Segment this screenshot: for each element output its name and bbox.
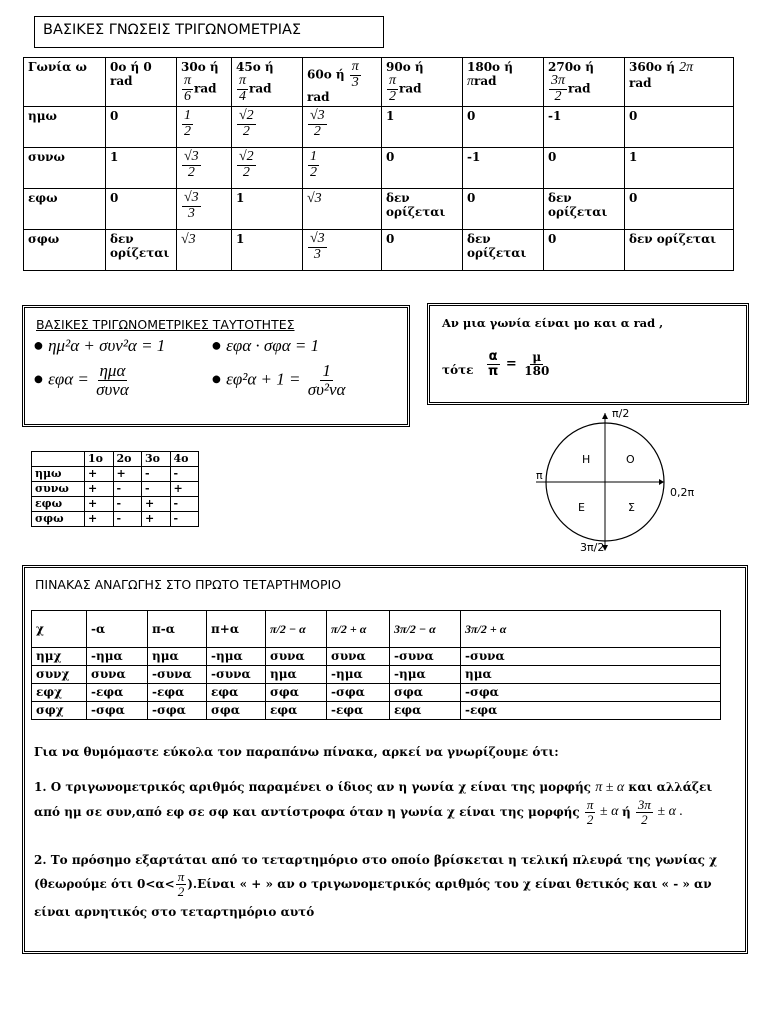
value-cell: $\frac{√2}{2}$ — [232, 107, 303, 148]
value-cell: √3 — [303, 189, 382, 230]
rule-2-line-3: είναι αρνητικός στο τεταρτημόριο αυτό — [34, 905, 315, 919]
reduction-cell: -συνα — [390, 648, 461, 666]
sign-cell: + — [85, 467, 114, 482]
value-cell: -1 — [463, 148, 544, 189]
sign-cell: - — [142, 482, 171, 497]
sign-cell: - — [142, 467, 171, 482]
row-label: σφχ — [32, 702, 87, 720]
page-title: ΒΑΣΙΚΕΣ ΓΝΩΣΕΙΣ ΤΡΙΓΩΝΟΜΕΤΡΙΑΣ — [43, 22, 302, 38]
rule-1-line-2: από ημ σε συν,από εφ σε σφ και αντίστροφα όταν η γωνία χ είναι της μορφής $\frac{\pi}{2}$ ± α ή $\frac{3\pi}{2}$ ± α . — [34, 797, 683, 827]
value-cell: 0 — [625, 189, 734, 230]
sign-row — [32, 497, 199, 512]
row-label: σφω — [32, 512, 85, 527]
reduction-cell: -συνα — [148, 666, 207, 684]
reduction-cell: -σφα — [461, 684, 721, 702]
value-cell: $\frac{1}{2}$ — [177, 107, 232, 148]
value-cell: 0 — [106, 107, 177, 148]
reduction-cell: συνα — [266, 648, 327, 666]
table-row — [24, 107, 734, 148]
sign-cell: - — [170, 512, 199, 527]
angle-header: 270ο ή $\frac{3\pi}{2}$ rad — [544, 58, 625, 107]
value-cell: 1 — [382, 107, 463, 148]
header-x: χ — [32, 611, 87, 648]
label-top: π/2 — [612, 407, 630, 420]
reduction-cell: συνα — [327, 648, 390, 666]
value-cell: 0 — [382, 230, 463, 271]
value-cell: 0 — [106, 189, 177, 230]
conversion-box — [427, 303, 749, 405]
quadrant-header: 2ο — [113, 452, 142, 467]
reduction-cell: -σφα — [327, 684, 390, 702]
value-cell: $\frac{√2}{2}$ — [232, 148, 303, 189]
value-cell: 0 — [544, 230, 625, 271]
identity-1: ● ημ²α + συν²α = 1 — [33, 335, 166, 355]
sign-cell: - — [113, 512, 142, 527]
header-pi2-minus-a: π/2 − α — [266, 611, 327, 648]
row-label: σφω — [24, 230, 106, 271]
reduction-cell: -σφα — [87, 702, 148, 720]
label-left: π — [536, 469, 543, 482]
sign-cell: + — [142, 512, 171, 527]
sign-cell: - — [113, 497, 142, 512]
value-cell: 1 — [106, 148, 177, 189]
rule-1-line-1: 1. Ο τριγωνομετρικός αριθμός παραμένει ο ίδιος αν η γωνία χ είναι της μορφής π ± α και αλλάζει — [34, 780, 713, 795]
reduction-cell: ημα — [148, 648, 207, 666]
angle-header: 45ο ή $\frac{\pi}{4}$ rad — [232, 58, 303, 107]
value-cell: $\frac{√3}{2}$ — [303, 107, 382, 148]
row-label: εφω — [24, 189, 106, 230]
value-cell: 0 — [544, 148, 625, 189]
value-cell: 0 — [463, 189, 544, 230]
quadrant-3-letter: Ε — [578, 501, 585, 514]
reduction-cell: ημα — [266, 666, 327, 684]
sign-cell: + — [85, 482, 114, 497]
row-label: συνω — [32, 482, 85, 497]
reduction-cell: -εφα — [148, 684, 207, 702]
reduction-header-row — [32, 611, 721, 648]
trig-values-table — [23, 57, 734, 271]
table-row — [24, 189, 734, 230]
reduction-cell: -ημα — [390, 666, 461, 684]
reduction-table — [31, 610, 721, 720]
angle-header: 180ο ή πrad — [463, 58, 544, 107]
value-cell: 0 — [382, 148, 463, 189]
reduction-cell: -ημα — [327, 666, 390, 684]
sign-cell: + — [85, 512, 114, 527]
unit-circle-diagram — [528, 405, 708, 555]
sign-header-row — [32, 452, 199, 467]
table-header-row — [24, 58, 734, 107]
angle-header: 30ο ή $\frac{\pi}{6}$ rad — [177, 58, 232, 107]
sign-cell: - — [113, 482, 142, 497]
value-cell: 0 — [463, 107, 544, 148]
value-cell: δεν ορίζεται — [625, 230, 734, 271]
header-pi-minus-a: π-α — [148, 611, 207, 648]
table-row — [24, 148, 734, 189]
value-cell: $\frac{1}{2}$ — [303, 148, 382, 189]
corner-cell — [32, 452, 85, 467]
value-cell: -1 — [544, 107, 625, 148]
identity-3: ● εφα = $\frac{\text{ημα}}{\text{συνα}}$ — [33, 361, 129, 399]
reduction-cell: εφα — [390, 702, 461, 720]
value-cell: δεν ορίζεται — [106, 230, 177, 271]
reduction-row — [32, 648, 721, 666]
value-cell: δεν ορίζεται — [382, 189, 463, 230]
sign-cell: - — [170, 497, 199, 512]
y-axis-arrow — [602, 413, 608, 419]
sign-cell: + — [142, 497, 171, 512]
value-cell: $\frac{√3}{2}$ — [177, 148, 232, 189]
row-label: συνχ — [32, 666, 87, 684]
page-title-box — [34, 16, 384, 48]
reduction-cell: -εφα — [327, 702, 390, 720]
sign-cell: + — [85, 497, 114, 512]
angle-header: 90ο ή $\frac{\pi}{2}$ rad — [382, 58, 463, 107]
corner-cell: Γωνία ω — [24, 58, 106, 107]
reduction-row — [32, 702, 721, 720]
row-label: ημω — [24, 107, 106, 148]
reduction-cell: εφα — [207, 684, 266, 702]
sign-row — [32, 512, 199, 527]
rule-2-line-2: (θεωρούμε ότι 0<α< $\frac{\pi}{2}$ ).Είναι « + » αν ο τριγωνομετρικός αριθμός του χ είναι θετικός και « - » αν — [34, 869, 712, 899]
quadrant-1-letter: Ο — [626, 453, 635, 466]
conversion-formula: $\frac{\alpha}{\pi}$ = $\frac{\mu}{180}$ — [488, 349, 550, 379]
reduction-cell: -ημα — [207, 648, 266, 666]
sign-table — [31, 451, 199, 527]
header-neg-a: -α — [87, 611, 148, 648]
sign-row — [32, 467, 199, 482]
angle-header: 360ο ή 2π rad — [625, 58, 734, 107]
quadrant-2-letter: Η — [582, 453, 591, 466]
reduction-cell: -σφα — [148, 702, 207, 720]
quadrant-4-letter: Σ — [628, 501, 635, 514]
value-cell: $\frac{√3}{3}$ — [303, 230, 382, 271]
table-row — [24, 230, 734, 271]
sign-row — [32, 482, 199, 497]
reduction-cell: -συνα — [461, 648, 721, 666]
angle-header: 0ο ή 0 rad — [106, 58, 177, 107]
sign-cell: + — [113, 467, 142, 482]
reduction-title: ΠΙΝΑΚΑΣ ΑΝΑΓΩΓΗΣ ΣΤΟ ΠΡΩΤΟ ΤΕΤΑΡΤΗΜΟΡΙΟ — [35, 577, 342, 592]
sign-cell: + — [170, 482, 199, 497]
header-3pi2-minus-a: 3π/2 − α — [390, 611, 461, 648]
x-axis-arrow — [659, 479, 664, 485]
reduction-cell: συνα — [87, 666, 148, 684]
value-cell: 1 — [232, 189, 303, 230]
row-label: εφω — [32, 497, 85, 512]
reduction-cell: σφα — [207, 702, 266, 720]
angle-header: 60ο ή $\frac{\pi}{3}$ rad — [303, 58, 382, 107]
reduction-cell: ημα — [461, 666, 721, 684]
quadrant-header: 3ο — [142, 452, 171, 467]
sign-cell: - — [170, 467, 199, 482]
identity-2: ● εφα · σφα = 1 — [211, 335, 320, 355]
reduction-intro: Για να θυμόμαστε εύκολα τον παραπάνω πίνακα, αρκεί να γνωρίζουμε ότι: — [34, 745, 559, 759]
reduction-cell: σφα — [266, 684, 327, 702]
value-cell: δεν ορίζεται — [544, 189, 625, 230]
row-label: συνω — [24, 148, 106, 189]
reduction-cell: σφα — [390, 684, 461, 702]
identities-box — [22, 305, 410, 427]
reduction-row — [32, 666, 721, 684]
header-3pi2-plus-a: 3π/2 + α — [461, 611, 721, 648]
value-cell: δεν ορίζεται — [463, 230, 544, 271]
value-cell: 1 — [232, 230, 303, 271]
row-label: εφχ — [32, 684, 87, 702]
tote-label: τότε — [442, 363, 474, 377]
value-cell: 1 — [625, 148, 734, 189]
reduction-cell: -συνα — [207, 666, 266, 684]
identity-4: ● εφ²α + 1 = $\frac{1}{\text{συ²να}}$ — [211, 361, 346, 399]
reduction-cell: -εφα — [87, 684, 148, 702]
value-cell: 0 — [625, 107, 734, 148]
value-cell: √3 — [177, 230, 232, 271]
row-label: ημχ — [32, 648, 87, 666]
reduction-row — [32, 684, 721, 702]
value-cell: $\frac{√3}{3}$ — [177, 189, 232, 230]
row-label: ημω — [32, 467, 85, 482]
rule-2-line-1: 2. Το πρόσημο εξαρτάται από το τεταρτημόριο στο οποίο βρίσκεται η τελική πλευρά της γωνίας χ — [34, 853, 718, 867]
conversion-text: Αν μια γωνία είναι μο και α rad , — [442, 316, 664, 330]
header-pi-plus-a: π+α — [207, 611, 266, 648]
reduction-cell: εφα — [266, 702, 327, 720]
quadrant-header: 4ο — [170, 452, 199, 467]
reduction-cell: -εφα — [461, 702, 721, 720]
label-right: 0,2π — [670, 486, 695, 499]
reduction-cell: -ημα — [87, 648, 148, 666]
label-bottom: 3π/2 — [580, 541, 605, 554]
header-pi2-plus-a: π/2 + α — [327, 611, 390, 648]
quadrant-header: 1ο — [85, 452, 114, 467]
identities-title: ΒΑΣΙΚΕΣ ΤΡΙΓΩΝΟΜΕΤΡΙΚΕΣ ΤΑΥΤΟΤΗΤΕΣ — [36, 317, 295, 332]
